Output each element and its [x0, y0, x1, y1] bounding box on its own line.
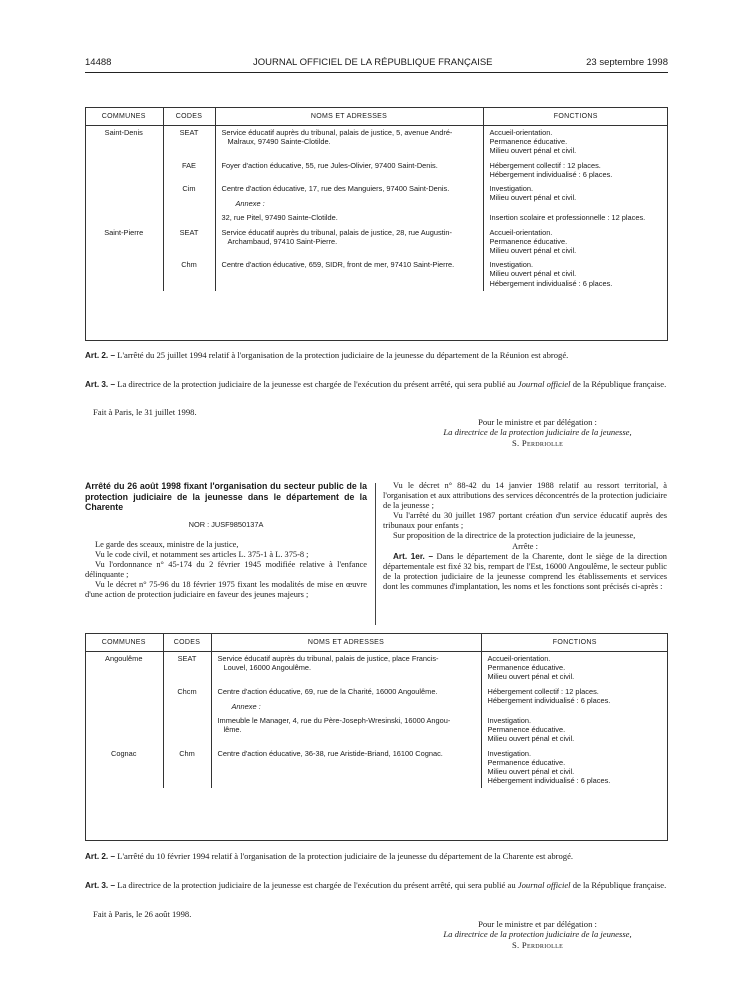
function-line: Insertion scolaire et professionnelle : 12 places. — [489, 213, 646, 223]
charente-article-2 — [85, 851, 668, 862]
visa-paragraph: Vu l'ordonnance n° 45-174 du 2 février 1945 modifiée relative à l'enfance délinquante ; — [85, 560, 367, 580]
fonctions-cell — [483, 126, 668, 159]
article-label: Art. 1er. – — [393, 551, 433, 561]
table-row — [85, 747, 668, 789]
article-text: Dans le département de la Charente, dont le siège de la direction départementale est fixé 32 bis, rempart de l'Est, 16000 Angoulême, le secteur public de la protection judiciaire de la jeunesse comprend les établissements et services dont les communes d'implantation, les noms et les fonctions sont précisés ci-après : — [383, 551, 667, 591]
table-row — [85, 685, 668, 714]
nom-cell — [215, 159, 483, 182]
fonctions-cell — [483, 258, 668, 291]
function-line: Accueil-orientation. — [489, 128, 553, 137]
signature-block-1 — [405, 417, 670, 448]
issue-date: 23 septembre 1998 — [586, 57, 668, 68]
visa-paragraph: Sur proposition de la directrice de la protection judiciaire de la jeunesse, — [393, 531, 636, 541]
article-text: L'arrêté du 25 juillet 1994 relatif à l'organisation de la protection judiciaire de la jeunesse du département de la Réunion est abrogé. — [117, 350, 569, 360]
function-line: Milieu ouvert pénal et civil. — [487, 767, 575, 777]
reunion-fait: Fait à Paris, le 31 juillet 1998. — [93, 407, 197, 417]
address-line: Centre d'action éducative, 36-38, rue Aristide-Briand, 16100 Cognac. — [217, 748, 443, 758]
reunion-article-3 — [85, 379, 668, 390]
charente-article-1 — [383, 552, 667, 592]
function-line: Accueil-orientation. — [489, 227, 553, 237]
header-rule — [85, 72, 668, 73]
code-cell: Cim — [163, 182, 215, 211]
address-line: Malraux, 97490 Sainte-Clotilde. — [227, 137, 331, 147]
table-row — [85, 159, 668, 182]
table-row — [85, 126, 668, 159]
codes-header: CODES — [163, 634, 211, 652]
address-line: Immeuble le Manager, 4, rue du Père-Joseph-Wresinski, 16000 Angou- — [217, 716, 451, 726]
charente-left-column — [85, 481, 367, 600]
address-line: Service éducatif auprès du tribunal, palais de justice, place Francis- — [217, 654, 439, 663]
column-separator — [375, 483, 376, 625]
article-label: Art. 2. – — [85, 852, 116, 861]
address-line: Centre d'action éducative, 17, rue des Manguiers, 97400 Saint-Denis. — [221, 184, 450, 194]
table-header-row — [85, 108, 668, 126]
address-line: Archambaud, 97410 Saint-Pierre. — [227, 236, 338, 246]
function-line: Hébergement individualisé : 6 places. — [487, 695, 611, 705]
charente-right-column — [383, 481, 667, 592]
code-cell: Chm — [163, 258, 215, 291]
commune-cell — [85, 685, 163, 714]
code-cell — [163, 714, 211, 747]
signature-name: S. Perdriolle — [511, 939, 564, 950]
annexe-label: Annexe : — [231, 701, 261, 711]
nom-cell — [215, 126, 483, 159]
noms-header: NOMS ET ADRESSES — [211, 634, 481, 652]
visa-paragraph: Le garde des sceaux, ministre de la justice, — [95, 539, 239, 549]
article-text: L'arrêté du 10 février 1994 relatif à l'organisation de la protection judiciaire de la jeunesse du département de la Charente est abrogé. — [117, 851, 574, 861]
address-line: Centre d'action éducative, 69, rue de la Charité, 16000 Angoulême. — [217, 686, 438, 696]
function-line: Hébergement individualisé : 6 places. — [489, 169, 613, 179]
commune-cell — [85, 258, 163, 291]
function-line: Milieu ouvert pénal et civil. — [489, 193, 577, 203]
journal-name: Journal officiel — [517, 379, 571, 389]
journal-name: Journal officiel — [517, 880, 571, 890]
nom-cell — [215, 258, 483, 291]
function-line: Investigation. — [489, 260, 534, 270]
signature-line-2: La directrice de la protection judiciaire de la jeunesse, — [443, 427, 632, 438]
function-line: Permanence éducative. — [487, 725, 566, 735]
code-cell: SEAT — [163, 652, 211, 685]
article-text-end: de la République française. — [572, 379, 667, 389]
article-text: La directrice de la protection judiciaire de la jeunesse est chargée de l'exécution du présent arrêté, qui sera publié au — [117, 379, 516, 389]
code-cell: Chcm — [163, 685, 211, 714]
nom-cell — [211, 714, 481, 747]
arrete-heading: Arrête : — [512, 541, 538, 551]
fonctions-header: FONCTIONS — [481, 634, 668, 652]
reunion-establishments-table — [85, 108, 668, 291]
commune-cell: Cognac — [111, 748, 137, 758]
function-line: Milieu ouvert pénal et civil. — [487, 734, 575, 744]
code-cell: SEAT — [163, 126, 215, 159]
function-line: Hébergement collectif : 12 places. — [487, 686, 599, 696]
journal-title: JOURNAL OFFICIEL DE LA RÉPUBLIQUE FRANÇAISE — [253, 57, 493, 68]
function-line: Permanence éducative. — [489, 137, 568, 147]
signature-line-1: Pour le ministre et par délégation : — [478, 919, 597, 929]
commune-cell — [85, 714, 163, 747]
fonctions-cell — [483, 182, 668, 211]
signature-line-1: Pour le ministre et par délégation : — [478, 417, 597, 427]
fonctions-cell — [483, 226, 668, 259]
table-row — [85, 182, 668, 211]
address-line: Service éducatif auprès du tribunal, palais de justice, 5, avenue André- — [221, 128, 453, 137]
function-line: Hébergement collectif : 12 places. — [489, 160, 601, 170]
fonctions-cell — [481, 714, 668, 747]
article-text: La directrice de la protection judiciaire de la jeunesse est chargée de l'exécution du présent arrêté, qui sera publié au — [117, 880, 516, 890]
article-label: Art. 2. – — [85, 351, 116, 360]
running-header — [85, 57, 668, 71]
function-line: Permanence éducative. — [489, 236, 568, 246]
nom-cell — [215, 211, 483, 225]
decree-title: Arrêté du 26 août 1998 fixant l'organisation du secteur public de la protection judiciaire de la jeunesse dans le département de la Charente — [85, 481, 367, 513]
address-line: lême. — [223, 725, 242, 735]
article-label: Art. 3. – — [85, 881, 116, 890]
address-line: Louvel, 16000 Angoulême. — [223, 663, 312, 673]
visa-paragraph: Vu le décret n° 88-42 du 14 janvier 1988 relatif au ressort territorial, à l'organisation et aux attributions des services déconcentrés de la protection judiciaire de la jeunesse ; — [383, 481, 667, 511]
visa-paragraph: Vu le code civil, et notamment ses articles L. 375-1 à L. 375-8 ; — [95, 549, 309, 559]
function-line: Investigation. — [489, 184, 534, 194]
noms-header: NOMS ET ADRESSES — [215, 108, 483, 126]
address-line: 32, rue Pitel, 97490 Sainte-Clotilde. — [221, 213, 338, 223]
fonctions-cell — [481, 747, 668, 789]
function-line: Investigation. — [487, 748, 532, 758]
page-number: 14488 — [85, 57, 112, 68]
code-cell: Chm — [163, 747, 211, 789]
commune-cell — [85, 182, 163, 211]
communes-header: COMMUNES — [85, 634, 163, 652]
fonctions-cell — [483, 211, 668, 225]
article-text-end: de la République française. — [572, 880, 667, 890]
function-line: Hébergement individualisé : 6 places. — [487, 776, 611, 786]
signature-line-2: La directrice de la protection judiciaire de la jeunesse, — [443, 929, 632, 940]
function-line: Accueil-orientation. — [487, 654, 551, 663]
nom-cell — [211, 685, 481, 714]
visa-paragraph: Vu le décret n° 75-96 du 18 février 1975 fixant les modalités de mise en œuvre d'une action de protection judiciaire en faveur des jeunes majeurs ; — [85, 580, 367, 600]
communes-header: COMMUNES — [85, 108, 163, 126]
nom-cell — [211, 652, 481, 685]
table-row — [85, 211, 668, 225]
address-line: Centre d'action éducative, 659, SIDR, front de mer, 97410 Saint-Pierre. — [221, 260, 455, 270]
code-cell: SEAT — [163, 226, 215, 259]
nom-cell — [215, 182, 483, 211]
table-row — [85, 258, 668, 291]
function-line: Investigation. — [487, 716, 532, 726]
code-cell: FAE — [163, 159, 215, 182]
nom-cell — [211, 747, 481, 789]
article-label: Art. 3. – — [85, 380, 116, 389]
fonctions-cell — [483, 159, 668, 182]
nom-cell — [215, 226, 483, 259]
address-line: Service éducatif auprès du tribunal, palais de justice, 28, rue Augustin- — [221, 227, 452, 237]
commune-cell — [85, 211, 163, 225]
signature-block-2 — [405, 919, 670, 950]
nor-reference: NOR : JUSF9850137A — [188, 519, 264, 529]
function-line: Milieu ouvert pénal et civil. — [487, 672, 575, 682]
table-row — [85, 226, 668, 259]
table-header-row — [85, 634, 668, 652]
fonctions-cell — [481, 652, 668, 685]
signature-name: S. Perdriolle — [511, 437, 564, 448]
commune-cell: Saint-Denis — [104, 128, 143, 137]
visa-paragraph: Vu l'arrêté du 30 juillet 1987 portant création d'un service éducatif auprès des tribunaux pour enfants ; — [383, 511, 667, 531]
commune-cell: Saint-Pierre — [104, 227, 144, 237]
codes-header: CODES — [163, 108, 215, 126]
annexe-label: Annexe : — [235, 199, 265, 209]
function-line: Milieu ouvert pénal et civil. — [489, 269, 577, 279]
table-row — [85, 714, 668, 747]
charente-article-3 — [85, 880, 668, 891]
function-line: Permanence éducative. — [487, 757, 566, 767]
function-line: Milieu ouvert pénal et civil. — [489, 146, 577, 156]
reunion-article-2 — [85, 350, 668, 361]
function-line: Permanence éducative. — [487, 663, 566, 673]
fonctions-header: FONCTIONS — [483, 108, 668, 126]
fonctions-cell — [481, 685, 668, 714]
commune-cell — [85, 159, 163, 182]
charente-fait: Fait à Paris, le 26 août 1998. — [93, 909, 192, 919]
table-row — [85, 652, 668, 685]
commune-cell: Angoulême — [105, 654, 143, 663]
code-cell — [163, 211, 215, 225]
address-line: Foyer d'action éducative, 55, rue Jules-Olivier, 97400 Saint-Denis. — [221, 160, 438, 170]
function-line: Hébergement individualisé : 6 places. — [489, 278, 613, 288]
function-line: Milieu ouvert pénal et civil. — [489, 246, 577, 256]
charente-establishments-table — [85, 634, 668, 788]
